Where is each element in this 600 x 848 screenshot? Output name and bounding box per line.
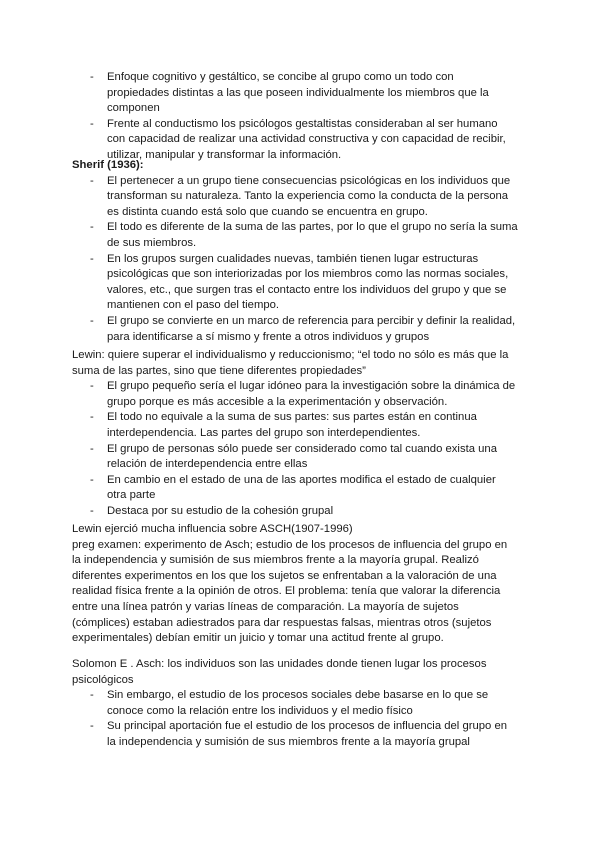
bullet-dash: - bbox=[90, 71, 94, 83]
list-item bbox=[0, 442, 600, 473]
section-intro: Lewin: quiere superar el individualismo y reduccionismo; “el todo no sólo es más que la suma de las partes, sino que tiene diferentes propiedades” bbox=[72, 349, 509, 377]
bullet-dash: - bbox=[90, 252, 94, 265]
section-gestalt bbox=[0, 70, 600, 164]
section-solomon-asch bbox=[0, 657, 600, 751]
list-item-text: Enfoque cognitivo y gestáltico, se concibe al grupo como un todo con propiedades distintas a las que poseen individualmente los miembros que la componen bbox=[107, 71, 489, 115]
list-item-text: En los grupos surgen cualidades nuevas, también tienen lugar estructuras psicológicas que son interiorizadas por los miembros como las normas sociales, valores, etc., que surgen tras el contacto entre los individuos del grupo y que se mantienen con el paso del tiempo. bbox=[107, 252, 509, 312]
section-lewin bbox=[0, 348, 600, 520]
bullet-list bbox=[0, 379, 600, 519]
list-item bbox=[0, 70, 600, 117]
list-item bbox=[0, 220, 600, 251]
section-intro: Solomon E . Asch: los individuos son las unidades donde tienen lugar los procesos psicológicos bbox=[72, 658, 487, 686]
list-item-text: El grupo se convierte en un marco de referencia para percibir y definir la realidad, para identificarse a sí mismo y frente a otros individuos y grupos bbox=[107, 314, 516, 343]
bullet-list bbox=[0, 174, 600, 346]
list-item bbox=[0, 379, 600, 410]
list-item bbox=[0, 504, 600, 520]
bullet-list bbox=[0, 688, 600, 750]
list-item bbox=[0, 252, 600, 314]
section-intro: Lewin ejerció mucha influencia sobre ASCH(1907-1996) bbox=[72, 523, 353, 535]
section-asch-experiment bbox=[0, 522, 600, 647]
list-item-text: Frente al conductismo los psicólogos gestaltistas consideraban al ser humano con capacidad de realizar una actividad constructiva y con capacidad de recibir, utilizar, manipular y transformar la información. bbox=[107, 117, 506, 161]
bullet-dash: - bbox=[90, 473, 94, 486]
bullet-dash: - bbox=[90, 221, 94, 234]
list-item bbox=[0, 314, 600, 345]
list-item bbox=[0, 473, 600, 504]
section-sherif bbox=[0, 158, 600, 345]
list-item-text: El pertenecer a un grupo tiene consecuencias psicológicas en los individuos que transforman su naturaleza. Tanto la experiencia como la conducta de la persona es distinta cuando está solo que cuando se encuentra en grupo. bbox=[107, 174, 511, 218]
section-body: preg examen: experimento de Asch; estudio de los procesos de influencia del grupo en la independencia y sumisión de sus miembros frente a la mayoría grupal. Realizó diferentes experimentos en los que los sujetos se enfrentaban a la valoración de una realidad física frente a la opinión de otros. El problema: tenía que valorar la diferencia entre una línea patrón y varias líneas de comparación. La mayoría de sujetos (cómplices) estaban adiestrados para dar respuestas falsas, mientras otros (sujetos experimentales) debían emitir un juicio y tomar una actitud frente al grupo. bbox=[72, 538, 508, 645]
bullet-dash: - bbox=[90, 720, 94, 733]
list-item bbox=[0, 719, 600, 750]
bullet-dash: - bbox=[90, 117, 94, 130]
list-item-text: Sin embargo, el estudio de los procesos sociales debe basarse en lo que se conoce como la relación entre los individuos y el medio físico bbox=[107, 689, 489, 717]
bullet-list bbox=[0, 70, 600, 164]
list-item-text: Su principal aportación fue el estudio de los procesos de influencia del grupo en la independencia y sumisión de sus miembros frente a la mayoría grupal bbox=[107, 720, 508, 748]
list-item bbox=[0, 174, 600, 221]
bullet-dash: - bbox=[90, 689, 94, 702]
bullet-dash: - bbox=[90, 442, 94, 455]
bullet-dash: - bbox=[90, 411, 94, 424]
list-item-text: El grupo pequeño sería el lugar idóneo para la investigación sobre la dinámica de grupo porque es más accesible a la experimentación y observación. bbox=[107, 380, 516, 408]
list-item-text: En cambio en el estado de una de las aportes modifica el estado de cualquier otra parte bbox=[107, 473, 496, 502]
bullet-dash: - bbox=[90, 380, 94, 393]
bullet-dash: - bbox=[90, 174, 94, 187]
bullet-dash: - bbox=[90, 314, 94, 327]
list-item-text: Destaca por su estudio de la cohesión grupal bbox=[107, 504, 334, 517]
list-item bbox=[0, 688, 600, 719]
list-item-text: El grupo de personas sólo puede ser considerado como tal cuando exista una relación de interdependencia entre ellas bbox=[107, 442, 497, 471]
bullet-dash: - bbox=[90, 504, 94, 517]
list-item bbox=[0, 117, 600, 164]
list-item bbox=[0, 410, 600, 441]
section-heading: Sherif (1936): bbox=[72, 159, 144, 171]
list-item-text: El todo es diferente de la suma de las partes, por lo que el grupo no sería la suma de sus miembros. bbox=[107, 221, 518, 249]
list-item-text: El todo no equivale a la suma de sus partes: sus partes están en continua interdependencia. Las partes del grupo son interdependientes. bbox=[107, 411, 477, 439]
